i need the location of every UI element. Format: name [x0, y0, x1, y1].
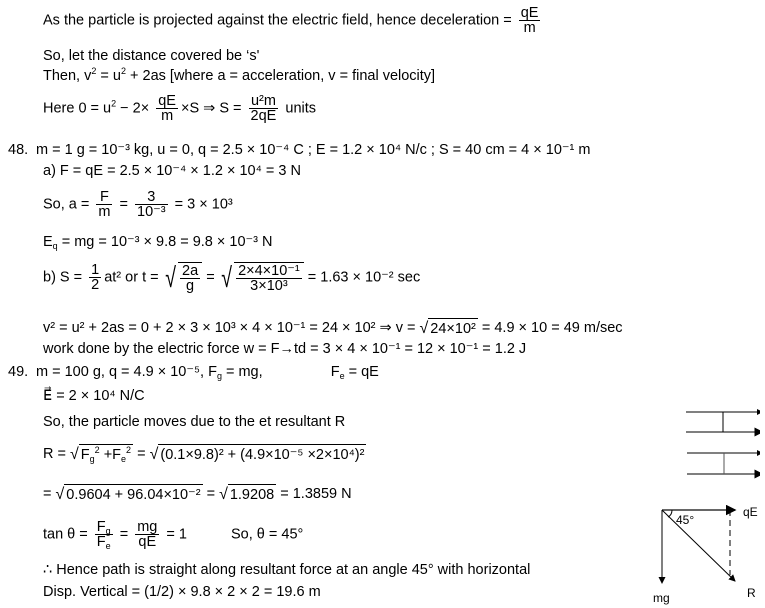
electric-field-diagram [680, 400, 760, 480]
q48-given: 48. m = 1 g = 10⁻³ kg, u = 0, q = 2.5 × 10⁻⁴ C ; E = 1.2 × 10⁴ N/c ; S = 40 cm = 4 × 10⁻¹ m [8, 142, 591, 158]
angle-label: 45° [676, 513, 695, 527]
q49-efield: E⃗ = 2 × 10⁴ N/C [43, 388, 145, 404]
q48-part-b: b) S = $\frac{1}{2}$ at² or t = √ $\frac{2a}{g}$ = √ $\frac{\text{2×4×10⁻¹}}{\text{3×10³}}$ = 1.63 × 10⁻² sec [43, 261, 421, 294]
q48-work: work done by the electric force w = F→td = 3 × 4 × 10⁻¹ = 12 × 10⁻¹ = 1.2 J [43, 341, 527, 357]
mg-label: mg [653, 591, 670, 605]
intro-line-4: Here $0 = u^2 - 2\times$ $\frac{qE}{m}$ ×S ⇒ S = $\frac{\text{u²m}}{2qE}$ units [43, 93, 317, 124]
q48-velocity: v² = u² + 2as = 0 + 2 × 3 × 10³ × 4 × 10⁻¹ = 24 × 10² ⇒ v = √ 24×10² = 4.9 × 10 = 49 m/sec [43, 319, 623, 337]
deceleration-fraction: $\frac{qE}{m}$ [520, 5, 539, 36]
q49-hence: ∴ Hence path is straight along resultant force at an angle 45° with horizontal [43, 562, 531, 578]
q49-moves: So, the particle moves due to the et resultant R [43, 414, 346, 430]
q48-acceleration: So, a = $\frac{F}{m}$ = $\frac{3}{\text{10⁻³}}$ = 3 × 10³ [43, 189, 233, 220]
qe-label: qE [743, 505, 758, 519]
intro-line-2: So, let the distance covered be ‘s' [43, 48, 260, 64]
intro-line-1: As the particle is projected against the electric field, hence deceleration = $\frac{qE}{m}$ [43, 5, 539, 36]
question-number: 49. [8, 364, 29, 380]
intro-line-3: Then, $v^2 = u^2 + 2as$ [where a = acceleration, v = final velocity] [43, 66, 436, 84]
q49-resultant-value: = √ 0.9604 + 96.04×10⁻² = √ 1.9208 = 1.3859 N [43, 485, 352, 503]
r-label: R [747, 586, 756, 600]
q48-eq: $E_q$ = mg = 10⁻³ × 9.8 = 9.8 × 10⁻³ N [43, 234, 273, 251]
q48-part-a: a) F = qE = 2.5 × 10⁻⁴ × 1.2 × 10⁴ = 3 N [43, 163, 301, 179]
question-number: 48. [8, 142, 29, 158]
q49-resultant: R = √ $F_g^2 +F_e^2$ = √ (0.1×9.8)² + (4.9×10⁻⁵ ×2×10⁴)² [43, 445, 365, 464]
q49-displacement: Disp. Vertical = (1/2) × 9.8 × 2 × 2 = 19.6 m [43, 584, 321, 600]
q49-given: 49. m = 100 g, q = 4.9 × 10⁻⁵, $F_g$ = mg, $F_e$ = qE [8, 364, 379, 381]
q49-tan: tan θ = $\frac{F_g}{F_e}$ = $\frac{mg}{qE}$ = 1 So, θ = 45° [43, 519, 304, 551]
